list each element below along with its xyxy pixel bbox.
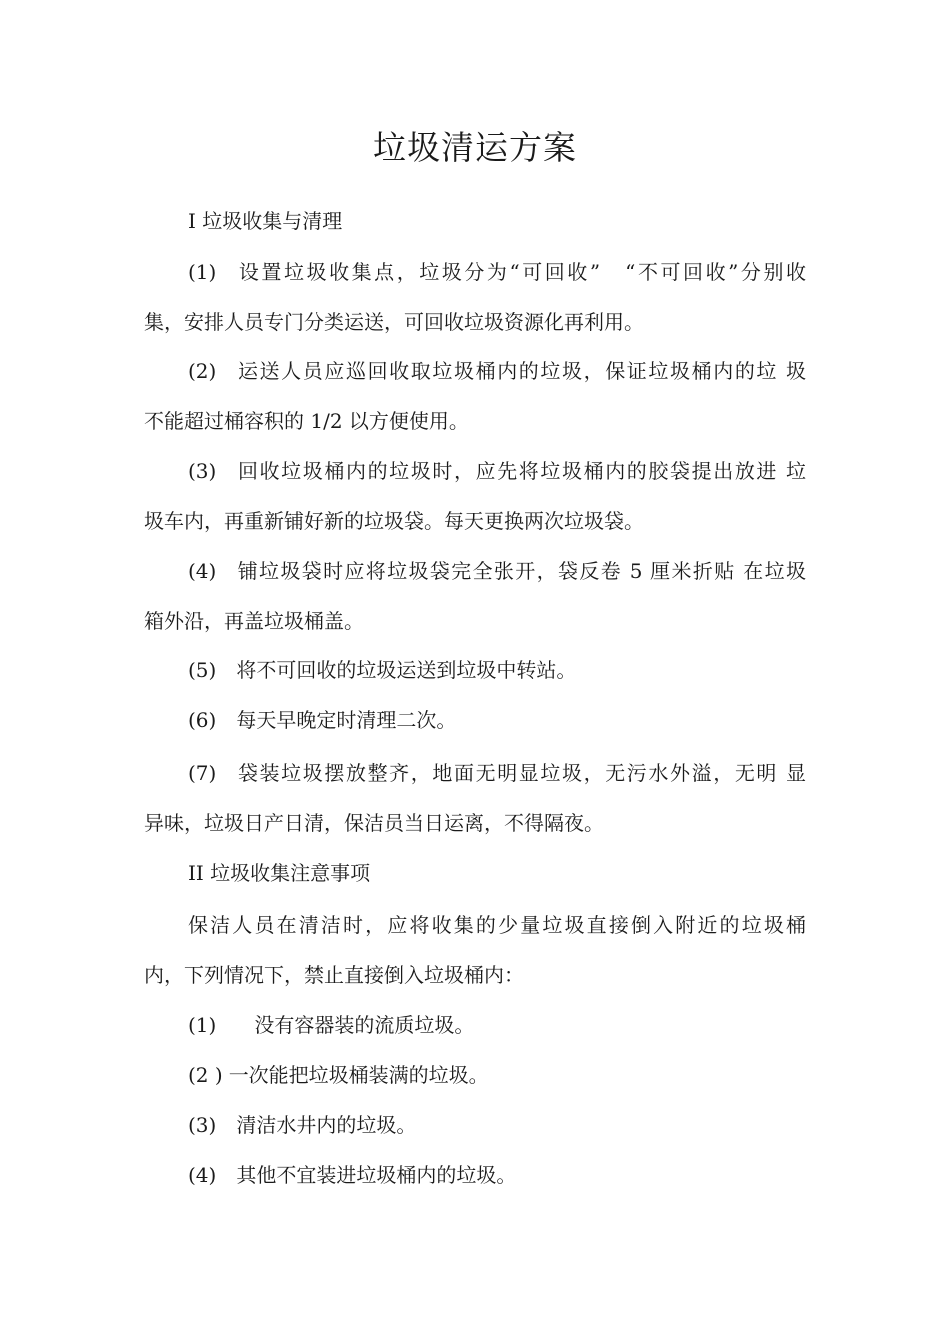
section-heading-collection: I 垃圾收集与清理 (188, 209, 343, 233)
paragraph-item-5 (188, 657, 806, 683)
item-number: (3) (188, 1113, 217, 1137)
paragraph-item-2-line-2: 不能超过桶容积的 1/2 以方便使用。 (144, 409, 469, 433)
item-text: 没有容器装的流质垃圾。 (254, 1013, 475, 1037)
item-number: (4) (188, 559, 217, 583)
prohibited-item-2 (188, 1062, 806, 1088)
item-number: (3) (188, 459, 217, 483)
prohibited-item-4 (188, 1162, 806, 1188)
item-text: 其他不宜装进垃圾桶内的垃圾。 (236, 1163, 517, 1187)
paragraph-item-7-line-1 (188, 760, 806, 786)
paragraph-item-1-line-2: 集，安排人员专门分类运送，可回收垃圾资源化再利用。 (144, 310, 644, 334)
item-text: 回收垃圾桶内的垃圾时，应先将垃圾桶内的胶袋提出放进 垃 (236, 459, 806, 483)
item-number: (7) (188, 761, 217, 785)
section-heading-precautions: II 垃圾收集注意事项 (188, 861, 371, 885)
item-text: 一次能把垃圾桶装满的垃圾。 (228, 1063, 489, 1087)
item-text: 袋装垃圾摆放整齐，地面无明显垃圾，无污水外溢，无明 显 (236, 761, 806, 785)
paragraph-item-3-line-1 (188, 458, 806, 484)
item-text: 清洁水井内的垃圾。 (236, 1113, 417, 1137)
item-number: (2) (188, 359, 217, 383)
intro-paragraph-line-2: 内，下列情况下，禁止直接倒入垃圾桶内： (144, 963, 524, 987)
item-text: 设置垃圾收集点，垃圾分为“可回收” “不可回收”分别收 (236, 260, 806, 284)
intro-paragraph-line-1: 保洁人员在清洁时，应将收集的少量垃圾直接倒入附近的垃圾桶 (188, 913, 806, 937)
item-number: (2 ) (188, 1063, 223, 1087)
item-text: 运送人员应巡回收取垃圾桶内的垃圾，保证垃圾桶内的垃 圾 (236, 359, 806, 383)
item-number: (1) (188, 260, 217, 284)
paragraph-item-2-line-1 (188, 358, 806, 384)
item-number: (5) (188, 658, 217, 682)
paragraph-item-4-line-1 (188, 558, 806, 584)
item-text: 铺垃圾袋时应将垃圾袋完全张开，袋反卷 5 厘米折贴 在垃圾 (236, 559, 806, 583)
paragraph-item-7-line-2: 异味，垃圾日产日清，保洁员当日运离，不得隔夜。 (144, 811, 604, 835)
item-text: 每天早晚定时清理二次。 (236, 708, 457, 732)
prohibited-item-3 (188, 1112, 806, 1138)
paragraph-item-1-line-1 (188, 259, 806, 285)
prohibited-item-1 (188, 1012, 806, 1038)
paragraph-item-3-line-2: 圾车内，再重新铺好新的垃圾袋。每天更换两次垃圾袋。 (144, 509, 644, 533)
item-number: (4) (188, 1163, 217, 1187)
item-number: (1) (188, 1013, 217, 1037)
paragraph-item-4-line-2: 箱外沿，再盖垃圾桶盖。 (144, 609, 364, 633)
item-text: 将不可回收的垃圾运送到垃圾中转站。 (236, 658, 577, 682)
paragraph-item-6 (188, 707, 806, 733)
item-number: (6) (188, 708, 217, 732)
document-title: 垃圾清运方案 (373, 128, 577, 167)
